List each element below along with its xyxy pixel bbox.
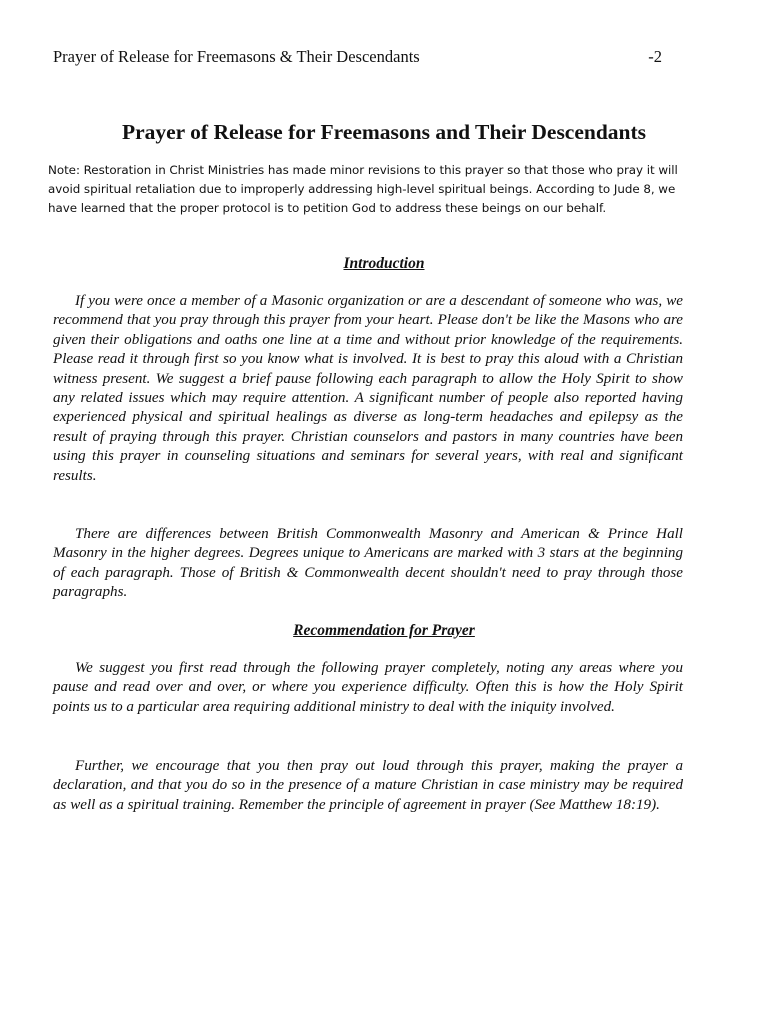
revision-note: Note: Restoration in Christ Ministries has made minor revisions to this prayer so that those who pray it will avoid spiritual retaliation due to improperly addressing high-level spiritual beings. According to Jude 8, we have learned that the proper protocol is to petition God to address these beings on our behalf. [48,163,678,215]
introduction-heading: Introduction [343,255,425,272]
running-header [53,46,662,68]
running-title: Prayer of Release for Freemasons & Their Descendants [53,47,420,66]
recommendation-paragraph-2: Further, we encourage that you then pray out loud through this prayer, making the prayer a declaration, and that you do so in the presence of a mature Christian in case ministry may be required as well as a spiritual training. Remember the principle of agreement in prayer (See Matthew 18:19). [53,758,683,813]
recommendation-heading: Recommendation for Prayer [293,622,475,639]
page-number: -2 [648,47,662,66]
introduction-paragraph-2: There are differences between British Commonwealth Masonry and American & Prince Hall Masonry in the higher degrees. Degrees unique to Americans are marked with 3 stars at the beginning of each paragraph. Those of British & Commonwealth decent shouldn't need to pray through those paragraphs. [53,526,683,601]
page-title: Prayer of Release for Freemasons and Their Descendants [121,120,647,144]
introduction-paragraph-1: If you were once a member of a Masonic organization or are a descendant of someone who was, we recommend that you pray through this prayer from your heart. Please don't be like the Masons who are given their obligations and oaths one line at a time and without prior knowledge of the requirements. Please read it through first so you know what is involved. It is best to pray this aloud with a Christian witness present. We suggest a brief pause following each paragraph to allow the Holy Spirit to show any related issues which may require attention. A significant number of people also reported having experienced physical and spiritual healings as diverse as long-term headaches and epilepsy as the result of praying through this prayer. Christian counselors and pastors in many countries have been using this prayer in counseling situations and seminars for several years, with real and significant results. [53,293,683,484]
recommendation-paragraph-1: We suggest you first read through the following prayer completely, noting any areas where you pause and read over and over, or where you experience difficulty. Often this is how the Holy Spirit points us to a particular area requiring additional ministry to deal with the iniquity involved. [53,660,683,715]
